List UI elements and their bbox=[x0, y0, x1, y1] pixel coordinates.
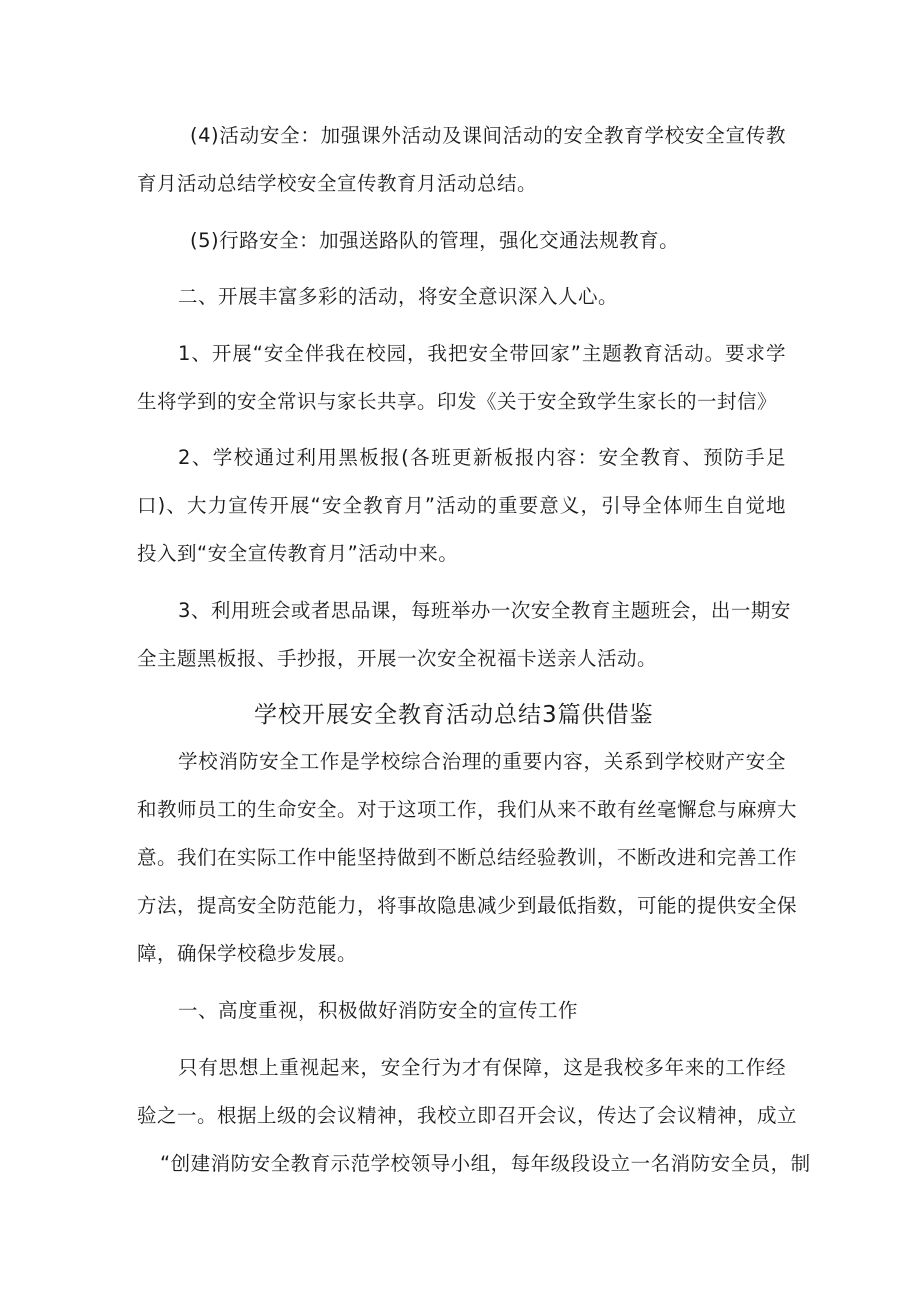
paragraph-line: 口)、大力宣传开展“安全教育月”活动的重要意义，引导全体师生自觉地 bbox=[137, 494, 786, 517]
paragraph-line: 障，确保学校稳步发展。 bbox=[137, 942, 358, 965]
paragraph-line: 方法，提高安全防范能力，将事故隐患减少到最低指数，可能的提供安全保 bbox=[137, 894, 798, 917]
paragraph-line: 3、利用班会或者思品课，每班举办一次安全教育主题班会，出一期安 bbox=[178, 599, 791, 622]
paragraph-line: 2、学校通过利用黑板报(各班更新板报内容：安全教育、预防手足 bbox=[178, 446, 786, 469]
paragraph-line: (4)活动安全：加强课外活动及课间活动的安全教育学校安全宣传教 bbox=[190, 124, 786, 147]
paragraph-line: (5)行路安全：加强送路队的管理，强化交通法规教育。 bbox=[190, 229, 680, 252]
paragraph-line: “创建消防安全教育示范学校领导小组，每年级段设立一名消防安全员，制 bbox=[160, 1152, 811, 1175]
section-heading: 二、开展丰富多彩的活动，将安全意识深入人心。 bbox=[178, 285, 619, 308]
paragraph-line: 意。我们在实际工作中能坚持做到不断总结经验教训，不断改进和完善工作 bbox=[137, 846, 798, 869]
section-heading: 一、高度重视，积极做好消防安全的宣传工作 bbox=[178, 999, 579, 1022]
paragraph-line: 验之一。根据上级的会议精神，我校立即召开会议，传达了会议精神，成立 bbox=[137, 1104, 798, 1127]
paragraph-line: 学校消防安全工作是学校综合治理的重要内容，关系到学校财产安全 bbox=[178, 750, 786, 773]
paragraph-line: 只有思想上重视起来，安全行为才有保障，这是我校多年来的工作经 bbox=[178, 1056, 786, 1079]
paragraph-line: 和教师员工的生命安全。对于这项工作，我们从来不敢有丝毫懈怠与麻痹大 bbox=[137, 798, 798, 821]
paragraph-line: 育月活动总结学校安全宣传教育月活动总结。 bbox=[137, 172, 538, 195]
paragraph-line: 生将学到的安全常识与家长共享。印发《关于安全致学生家长的一封信》 bbox=[137, 390, 778, 413]
paragraph-line: 1、开展“安全伴我在校园，我把安全带回家”主题教育活动。要求学 bbox=[178, 342, 786, 365]
article-title: 学校开展安全教育活动总结3篇供借鉴 bbox=[254, 702, 654, 728]
paragraph-line: 全主题黑板报、手抄报，开展一次安全祝福卡送亲人活动。 bbox=[137, 647, 658, 670]
paragraph-line: 投入到“安全宣传教育月”活动中来。 bbox=[137, 542, 459, 565]
